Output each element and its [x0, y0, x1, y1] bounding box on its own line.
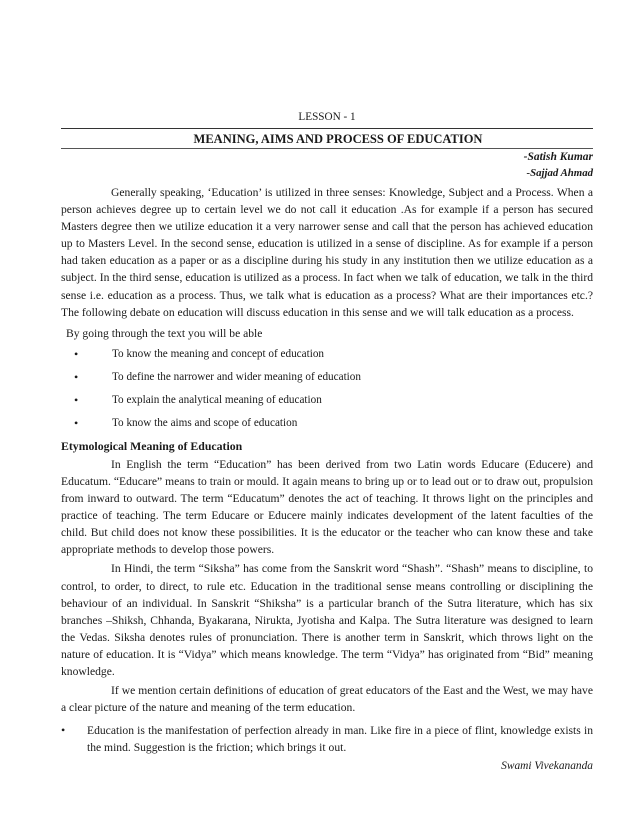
bullet-icon: •	[74, 415, 79, 430]
bullet-icon: •	[74, 346, 79, 361]
definition-item	[61, 722, 593, 756]
bullet-icon: •	[61, 723, 66, 738]
objective-text: To explain the analytical meaning of education	[112, 393, 322, 406]
section-heading-etymology: Etymological Meaning of Education	[61, 438, 243, 453]
objective-item	[74, 415, 593, 432]
objective-text: To define the narrower and wider meaning of education	[112, 370, 361, 383]
etymology-paragraph-english: In English the term “Education” has been derived from two Latin words Educare (Educere) and Educatum. “Educare” means to train or mould. It again means to bring up or to lead out or to draw out, propulsion from inward to outward. The term “Educatum” denotes the act of teaching. It throws light on the principles and practice of teaching. The term Educare or Educere mainly indicates development of the latent faculties of the child. But child does not know these possibilities. It is the educator or the teacher who can know these and take appropriate methods to develop those powers.	[61, 457, 593, 557]
objectives-lead: By going through the text you will be able	[66, 326, 263, 340]
author-secondary: -Sajjad Ahmad	[526, 167, 593, 179]
intro-paragraph: Generally speaking, ‘Education’ is utilized in three senses: Knowledge, Subject and a Process. When a person achieves degree up to certain level we do not call it education .As for example if a person has secured Masters degree then we utilize education it a very narrower sense and call that the person has achieved education up to Masters Level. In the second sense, education is utilized in a sense of discipline. As for example if a person had taken education as a paper or as a discipline during his study in any institution then we utilize education as a subject. In the third sense, education is utilized as a process. In fact when we talk of education, we talk in the third sense i.e. education as a process. Thus, we talk what is education as a process? What are their importances etc.? The following debate on education will discuss education in this sense and we will talk education as a process.	[61, 186, 593, 319]
objectives-list	[61, 346, 593, 432]
etymology-paragraph-hindi: In Hindi, the term “Siksha” has come from the Sanskrit word “Shash”. “Shash” means to discipline, to control, to order, to direct, to rule etc. Education in the traditional sense means controlling or disciplining the behaviour of an individual. In Sanskrit “Shiksha” is a particular branch of the Sutra literature, which has six branches –Shiksh, Chhanda, Byakarana, Nirukta, Jyotisha and Kalpa. The Sutra literature was designed to learn the Vedas. Siksha denotes rules of pronunciation. There is another term in Sanskrit, which throws light on the nature of education. It is “Vidya” which means knowledge. The term “Vidya” has originated from “Bid” meaning knowledge.	[61, 562, 593, 678]
objective-text: To know the meaning and concept of education	[112, 347, 325, 360]
definition-text: Education is the manifestation of perfection already in man. Like fire in a piece of flint, knowledge exists in the mind. Suggestion is the friction; which brings it out.	[87, 724, 593, 755]
definitions-intro-paragraph: If we mention certain definitions of education of great educators of the East and the West, we may have a clear picture of the nature and meaning of the term education.	[61, 684, 593, 715]
definition-attribution: Swami Vivekananda	[501, 760, 593, 773]
bullet-icon: •	[74, 369, 79, 384]
lesson-label: LESSON - 1	[298, 111, 356, 123]
objective-text: To know the aims and scope of education	[112, 416, 298, 429]
objective-item	[74, 392, 593, 409]
document-title: MEANING, AIMS AND PROCESS OF EDUCATION	[193, 132, 483, 146]
definitions-list	[61, 722, 593, 756]
document-page	[61, 110, 593, 775]
author-primary: -Satish Kumar	[523, 151, 593, 163]
objective-item	[74, 369, 593, 386]
title-block	[61, 128, 593, 149]
objective-item	[74, 346, 593, 363]
bullet-icon: •	[74, 392, 79, 407]
